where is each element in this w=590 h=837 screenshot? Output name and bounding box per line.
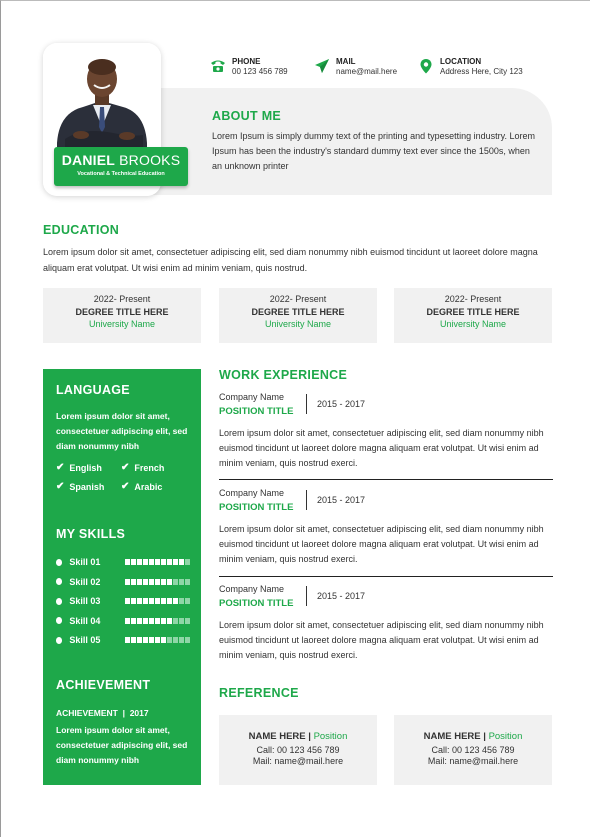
contact-label: MAIL (336, 57, 356, 66)
skill-name: Skill 01 (69, 557, 101, 567)
education-university: University Name (264, 319, 331, 329)
skill-level-segment (185, 637, 190, 643)
reference-title: REFERENCE (219, 686, 299, 700)
full-name (54, 152, 188, 168)
skill-level-segment (137, 598, 142, 604)
skill-level-segment (143, 579, 148, 585)
education-university: University Name (88, 319, 155, 329)
divider (306, 490, 307, 510)
profile-subtitle: Vocational & Technical Education (77, 171, 165, 177)
job-description: Lorem ipsum dolor sit amet, consectetuer adipiscing elit, sed diam nonummy nibh euismod tincidunt ut laoreet dolore magna aliquam erat volutpat. Ut wisi enim ad minim veniam, quis nostrud exerci. (219, 428, 544, 468)
divider (306, 586, 307, 606)
education-university: University Name (439, 319, 506, 329)
job-description: Lorem ipsum dolor sit amet, consectetuer adipiscing elit, sed diam nonummy nibh euismod tincidunt ut laoreet dolore magna aliquam erat volutpat. Ut wisi enim ad minim veniam, quis nostrud exerci. (219, 620, 544, 660)
check-icon: ✔ (56, 462, 65, 473)
skill-level-segment (137, 618, 142, 624)
skill-level-segment (173, 598, 178, 604)
education-degree: DEGREE TITLE HERE (75, 307, 169, 317)
reference-card (394, 715, 552, 785)
education-card (219, 288, 377, 343)
skill-level-segment (185, 618, 190, 624)
skill-name: Skill 05 (69, 635, 101, 645)
skill-name: Skill 03 (69, 596, 101, 606)
bullet-icon (56, 637, 62, 644)
skill-level-segment (179, 559, 184, 565)
skill-level-segment (125, 637, 130, 643)
reference-name: NAME HERE (423, 731, 481, 742)
achievement-title: ACHIEVEMENT (56, 678, 151, 692)
skill-level-bar (125, 579, 191, 585)
skill-level-segment (155, 579, 160, 585)
skill-level-segment (131, 618, 136, 624)
skill-level-segment (155, 637, 160, 643)
skill-level-segment (143, 598, 148, 604)
contact-value: Address Here, City 123 (440, 67, 523, 76)
skill-name: Skill 02 (69, 576, 101, 587)
contact-value: name@mail.here (336, 67, 398, 76)
reference-name: NAME HERE (248, 731, 306, 742)
company-name: Company Name (219, 392, 285, 402)
achievement-label: ACHIEVEMENT (56, 708, 118, 718)
skill-level-bar (125, 559, 191, 565)
skill-level-segment (131, 598, 136, 604)
achievement-text: Lorem ipsum dolor sit amet, consectetuer adipiscing elit, sed diam nonummy nibh (56, 725, 188, 765)
skill-level-segment (125, 579, 130, 585)
education-year: 2022- Present (444, 294, 502, 304)
skill-row (56, 595, 191, 607)
skill-level-segment (167, 618, 172, 624)
skill-level-segment (185, 598, 190, 604)
divider (306, 394, 307, 414)
skill-level-segment (161, 637, 166, 643)
skill-level-bar (125, 637, 191, 643)
skill-level-segment (137, 637, 142, 643)
about-text: Lorem Ipsum is simply dummy text of the printing and typesetting industry. Lorem Ipsum has been the industry's standard dummy text ever since the 1500s, when an unknown printer (212, 131, 535, 171)
skill-level-segment (155, 559, 160, 565)
contact-mail (314, 57, 397, 77)
education-degree: DEGREE TITLE HERE (426, 307, 520, 317)
skill-level-segment (143, 559, 148, 565)
skill-level-segment (143, 637, 148, 643)
check-icon: ✔ (121, 481, 130, 492)
contact-phone (210, 57, 288, 77)
skill-level-segment (173, 637, 178, 643)
skill-level-segment (179, 579, 184, 585)
bullet-icon (56, 578, 62, 585)
skill-level-segment (131, 637, 136, 643)
skill-level-segment (167, 579, 172, 585)
skill-row (56, 634, 191, 646)
name-plate (54, 147, 188, 186)
reference-mail: Mail: name@mail.here (427, 756, 519, 766)
reference-card (219, 715, 377, 785)
skill-row (56, 576, 191, 588)
skill-level-segment (137, 559, 142, 565)
contact-label: LOCATION (440, 57, 482, 66)
bullet-icon (56, 598, 62, 605)
skill-level-segment (125, 559, 130, 565)
language-name: Arabic (134, 481, 163, 492)
position-title: POSITION TITLE (219, 406, 294, 417)
divider (219, 576, 553, 577)
skill-level-segment (149, 598, 154, 604)
skill-level-segment (161, 598, 166, 604)
skill-level-segment (185, 579, 190, 585)
bullet-icon (56, 559, 62, 566)
achievement-year: 2017 (129, 708, 149, 718)
check-icon: ✔ (121, 462, 130, 473)
skill-level-segment (155, 598, 160, 604)
contact-label: PHONE (232, 57, 261, 66)
skills-title: MY SKILLS (56, 527, 126, 541)
company-name: Company Name (219, 584, 285, 594)
company-name: Company Name (219, 488, 285, 498)
send-icon (314, 58, 330, 74)
achievement-line: ACHIEVEMENT | 2017 (56, 708, 149, 718)
skill-row (56, 556, 191, 568)
location-pin-icon (418, 58, 434, 74)
first-name: DANIEL (61, 152, 116, 168)
skill-level-segment (149, 637, 154, 643)
language-item (56, 481, 104, 492)
skill-level-segment (161, 618, 166, 624)
skill-level-segment (137, 579, 142, 585)
job-description: Lorem ipsum dolor sit amet, consectetuer adipiscing elit, sed diam nonummy nibh euismod tincidunt ut laoreet dolore magna aliquam erat volutpat. Ut wisi enim ad minim veniam, quis nostrud exerci. (219, 524, 544, 564)
reference-position: Position (313, 731, 348, 742)
reference-position: Position (488, 731, 523, 742)
skill-level-segment (149, 559, 154, 565)
skill-level-segment (179, 618, 184, 624)
skill-level-segment (179, 598, 184, 604)
job-years: 2015 - 2017 (317, 399, 366, 409)
skill-level-bar (125, 598, 191, 604)
skill-name: Skill 04 (69, 615, 101, 626)
skill-level-segment (143, 618, 148, 624)
language-name: Spanish (69, 481, 105, 492)
sidebar (43, 369, 201, 785)
education-year: 2022- Present (269, 294, 327, 304)
contact-location (418, 57, 523, 77)
language-text: Lorem ipsum dolor sit amet, consectetuer adipiscing elit, sed diam nonummy nibh (56, 411, 188, 451)
language-item (121, 481, 162, 492)
reference-mail: Mail: name@mail.here (252, 756, 344, 766)
skill-level-segment (185, 559, 190, 565)
reference-call: Call: 00 123 456 789 (256, 745, 340, 755)
skill-level-segment (173, 559, 178, 565)
language-item (121, 462, 164, 473)
divider (219, 479, 553, 480)
skill-level-segment (161, 559, 166, 565)
skill-row (56, 615, 191, 627)
skill-level-segment (149, 579, 154, 585)
position-title: POSITION TITLE (219, 598, 294, 609)
skill-level-segment (167, 598, 172, 604)
check-icon: ✔ (56, 481, 65, 492)
education-card (394, 288, 552, 343)
skill-level-segment (125, 618, 130, 624)
skill-level-segment (149, 618, 154, 624)
language-name: English (69, 462, 102, 473)
reference-name-line: NAME HERE | Position (423, 731, 523, 742)
job-years: 2015 - 2017 (317, 591, 366, 601)
reference-name-line: NAME HERE | Position (248, 731, 348, 742)
education-degree: DEGREE TITLE HERE (251, 307, 345, 317)
skill-level-segment (125, 598, 130, 604)
bullet-icon (56, 617, 62, 624)
language-item (56, 462, 102, 473)
language-name: French (134, 462, 165, 473)
work-title: WORK EXPERIENCE (219, 368, 348, 382)
job-years: 2015 - 2017 (317, 495, 366, 505)
education-title: EDUCATION (43, 223, 120, 237)
skill-level-segment (131, 579, 136, 585)
skill-level-bar (125, 618, 191, 624)
education-text: Lorem ipsum dolor sit amet, consectetuer adipiscing elit, sed diam nonummy nibh euismod tincidunt ut laoreet dolore magna aliquam erat volutpat. Ut wisi enim ad minim veniam, quis nostrud. (43, 247, 538, 273)
language-title: LANGUAGE (56, 383, 130, 397)
reference-call: Call: 00 123 456 789 (431, 745, 515, 755)
skill-level-segment (167, 559, 172, 565)
position-title: POSITION TITLE (219, 502, 294, 513)
skill-level-segment (173, 579, 178, 585)
skill-level-segment (131, 559, 136, 565)
skill-level-segment (173, 618, 178, 624)
skill-level-segment (161, 579, 166, 585)
skill-level-segment (167, 637, 172, 643)
education-year: 2022- Present (93, 294, 151, 304)
education-card (43, 288, 201, 343)
skill-level-segment (155, 618, 160, 624)
phone-icon (210, 58, 226, 74)
skill-level-segment (179, 637, 184, 643)
about-title: ABOUT ME (212, 109, 282, 123)
last-name: BROOKS (119, 152, 181, 168)
contact-value: 00 123 456 789 (232, 67, 288, 76)
